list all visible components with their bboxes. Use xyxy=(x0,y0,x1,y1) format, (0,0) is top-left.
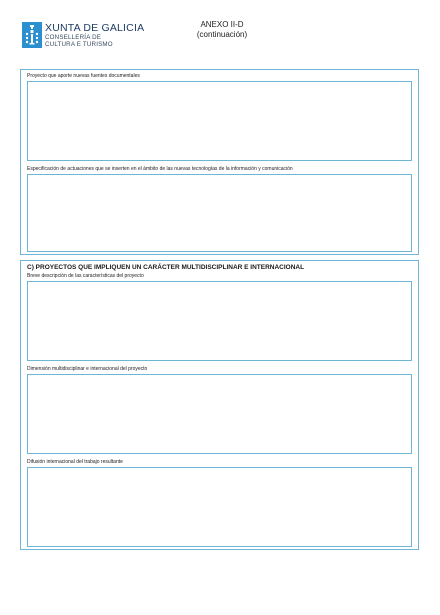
brand-block xyxy=(45,22,144,48)
annex-title: ANEXO II-D xyxy=(200,20,244,29)
section-c-heading: C) PROYECTOS QUE IMPLIQUEN UN CARÁCTER MULTIDISCIPLINAR E INTERNACIONAL xyxy=(27,264,305,271)
field-label-ict-actions: Especificación de actuaciones que se inserten en el ámbito de las nuevas tecnologías de la información y comunicación xyxy=(27,166,293,172)
department-line-2: CULTURA E TURISMO xyxy=(45,41,113,49)
department-line-1: CONSELLERÍA DE xyxy=(45,34,102,41)
new-sources-textbox[interactable] xyxy=(27,81,412,161)
form-section-1 xyxy=(20,69,419,255)
field-label-new-sources: Proyecto que aporte nuevas fuentes documentales xyxy=(27,73,140,79)
form-section-c xyxy=(20,260,419,550)
international-diffusion-textbox[interactable] xyxy=(27,467,412,547)
field-label-multidisciplinary: Dimensión multidisciplinar e internacional del proyecto xyxy=(27,366,148,372)
annex-header xyxy=(182,20,262,40)
field-label-project-description: Breve descripción de las características del proyecto xyxy=(27,273,144,279)
galicia-crest-icon xyxy=(22,22,42,48)
multidisciplinary-textbox[interactable] xyxy=(27,374,412,454)
ict-actions-textbox[interactable] xyxy=(27,174,412,252)
project-description-textbox[interactable] xyxy=(27,281,412,361)
field-label-international-diffusion: Difusión internacional del trabajo resultante xyxy=(27,459,123,465)
annex-subtitle: (continuación) xyxy=(196,30,248,39)
brand-name: XUNTA DE GALICIA xyxy=(45,22,145,34)
